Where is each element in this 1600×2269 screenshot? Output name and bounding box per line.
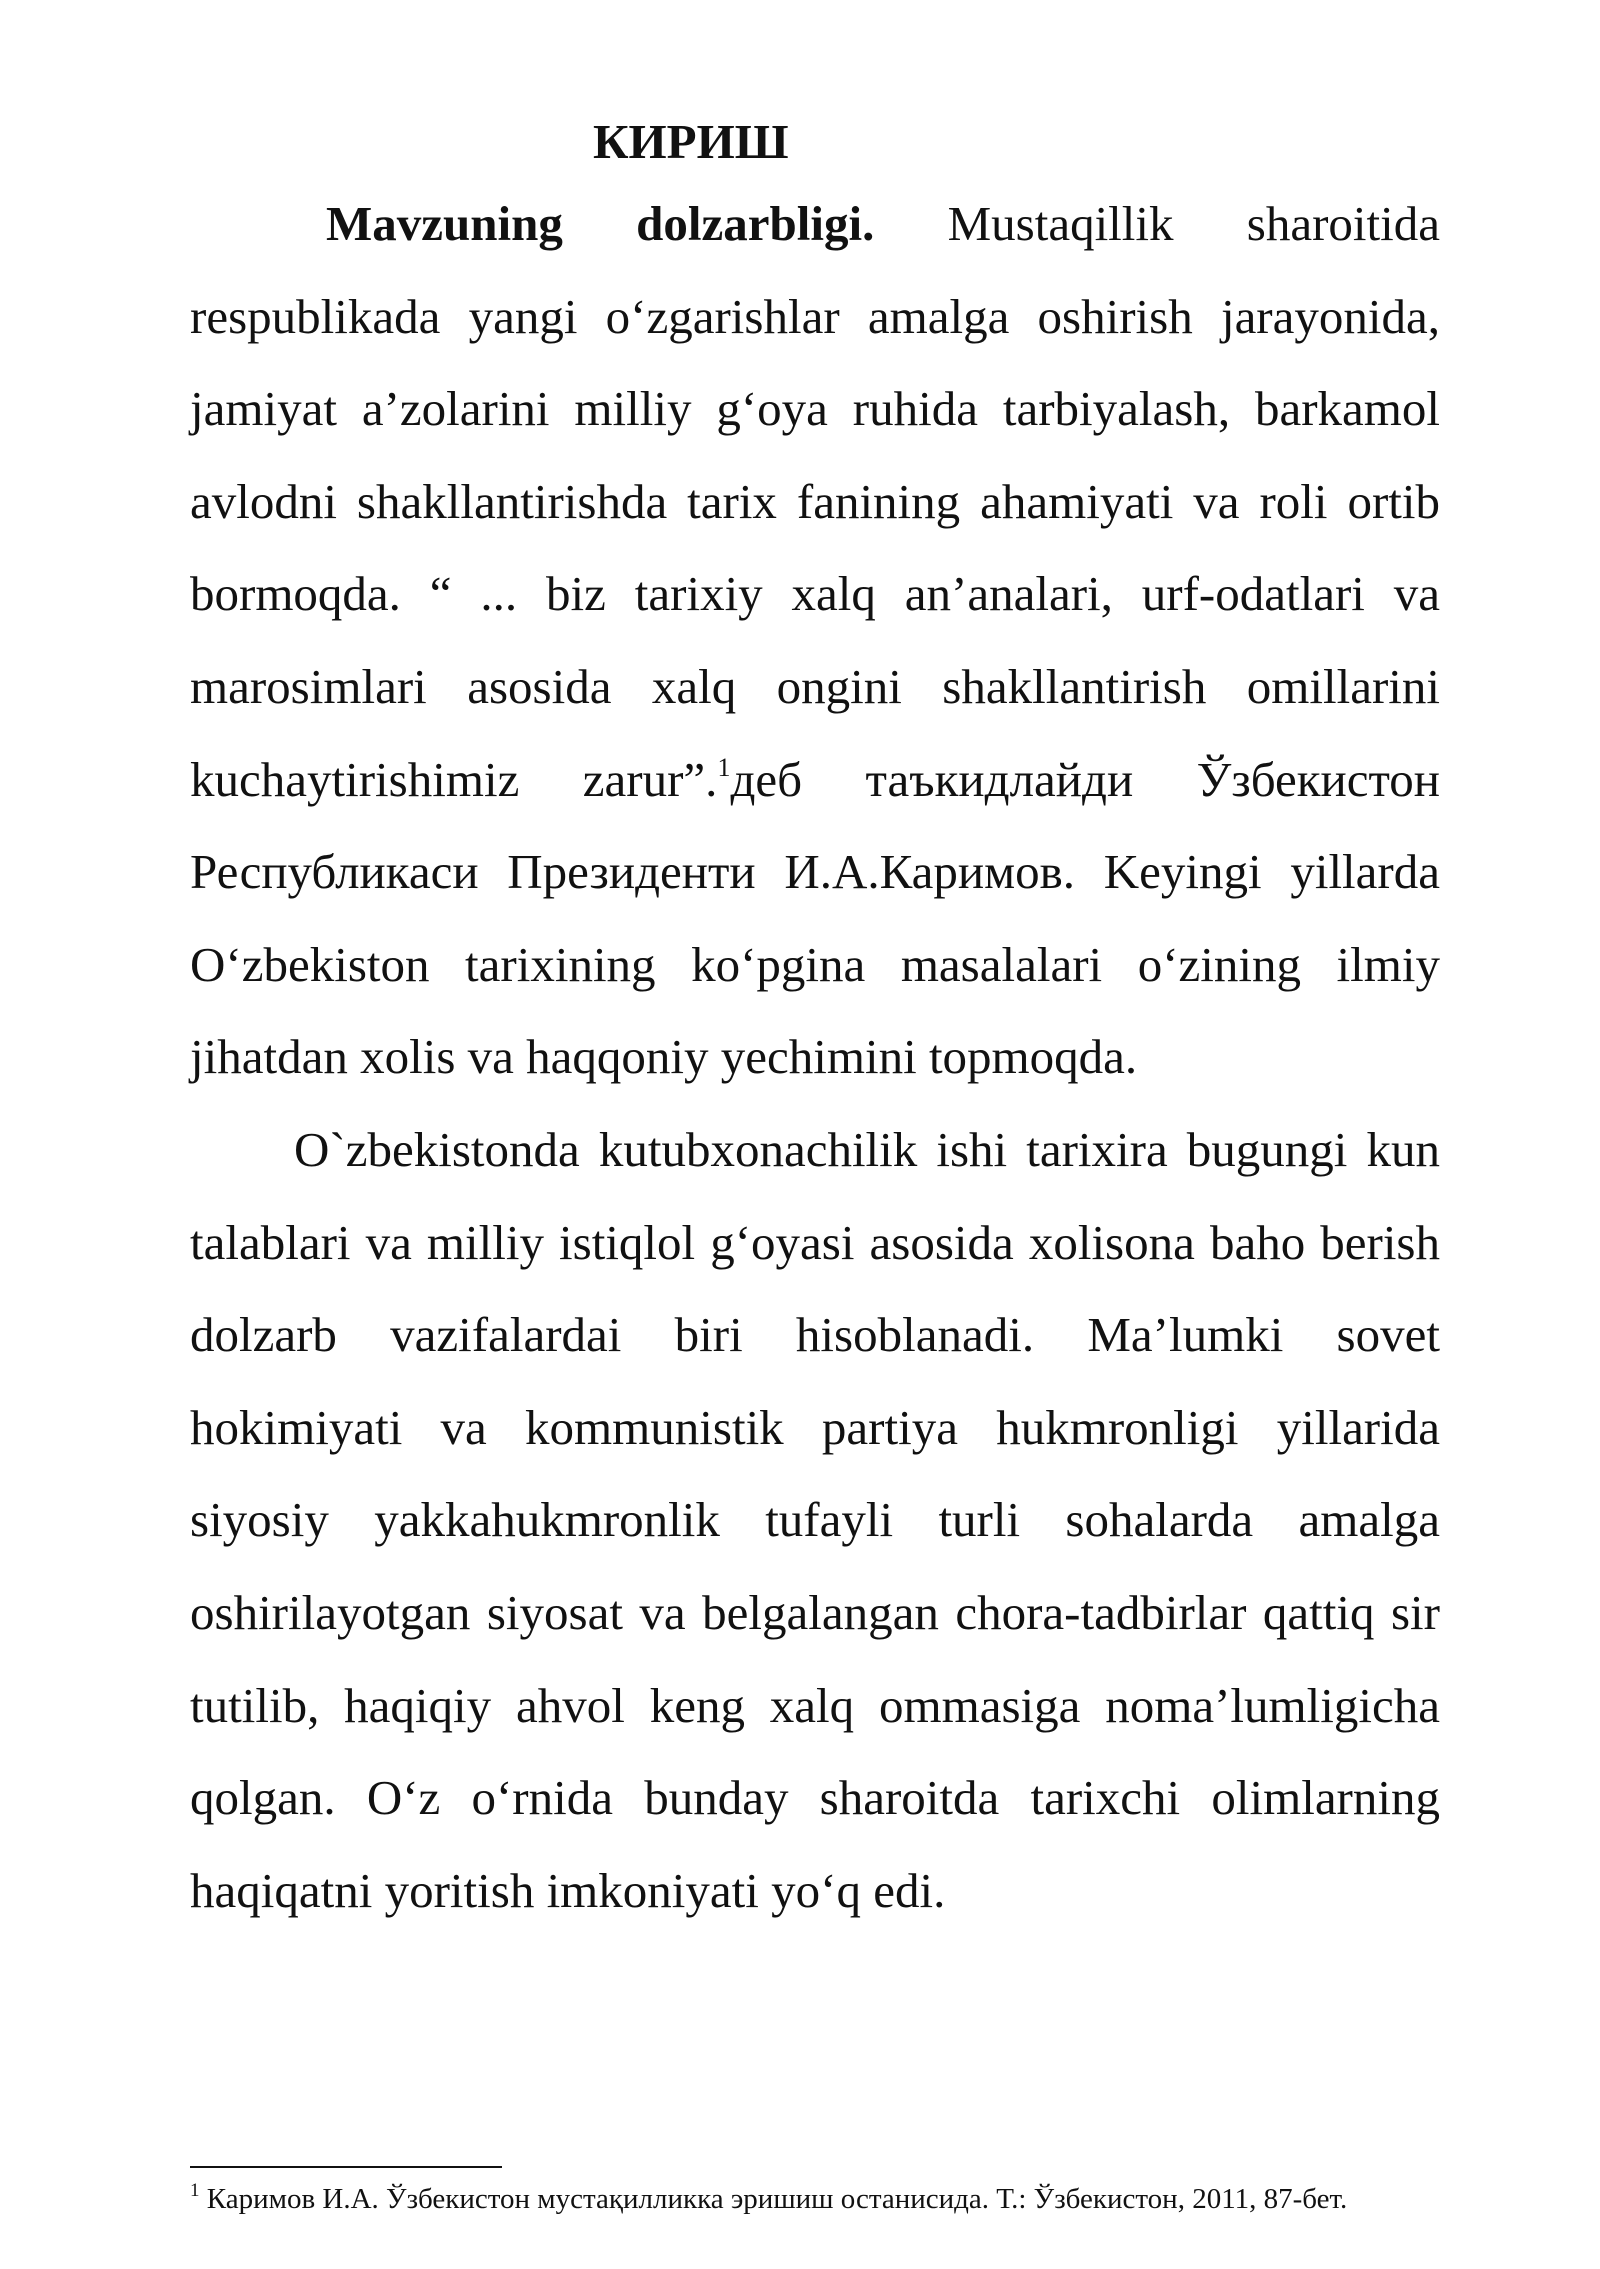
paragraph-text: Mustaqillik sharoitida respublikada yangi o‘zgarishlar amalga oshirish jarayonida, jamiyat a’zolarini milliy g‘oya ruhida tarbiyalash, barkamol avlodni shakllantirishda tarix fanining ahamiyati va roli ortib bormoqda. “ ... biz tarixiy xalq an’analari, urf-odatlari va marosimlari asosida xalq ongini shakllantirish omillarini kuchaytirishimiz zarur”. (190, 196, 1440, 807)
paragraph-lead: Mavzuning dolzarbligi. (326, 196, 875, 251)
footnote (190, 2177, 1450, 2221)
footnote-reference[interactable]: 1 (717, 752, 731, 782)
paragraph-text-continued: деб таъкидлайди Ўзбекистон Республикаси Президенти И.А.Каримов. Keyingi yillarda O‘zbekiston tarixining ko‘pgina masalalari o‘zining ilmiy jihatdan xolis va haqqoniy yechimini topmoqda. (190, 751, 1440, 1085)
footnote-separator (190, 2166, 502, 2168)
document-page (190, 108, 1440, 1937)
page-heading: КИРИШ (593, 114, 789, 169)
footnote-text: Каримов И.А. Ўзбекистон мустақилликка эришиш останисида. Т.: Ўзбекистон, 2011, 87-бет. (199, 2183, 1348, 2215)
paragraph-library-history: O`zbekistonda kutubxonachilik ishi tarixira bugungi kun talablari va milliy istiqlol g‘oyasi asosida xolisona baho berish dolzarb vazifalardai biri hisoblanadi. Ma’lumki sovet hokimiyati va kommunistik partiya hukmronligi yillarida siyosiy yakkahukmronlik tufayli turli sohalarda amalga oshirilayotgan siyosat va belgalangan chora-tadbirlar qattiq sir tutilib, haqiqiy ahvol keng xalq ommasiga noma’lumligicha qolgan. O‘z o‘rnida bunday sharoitda tarixchi olimlarning haqiqatni yoritish imkoniyati yo‘q edi. (190, 1121, 1440, 1918)
paragraph-relevance (190, 178, 1440, 1104)
footnote-marker: 1 (190, 2180, 200, 2201)
